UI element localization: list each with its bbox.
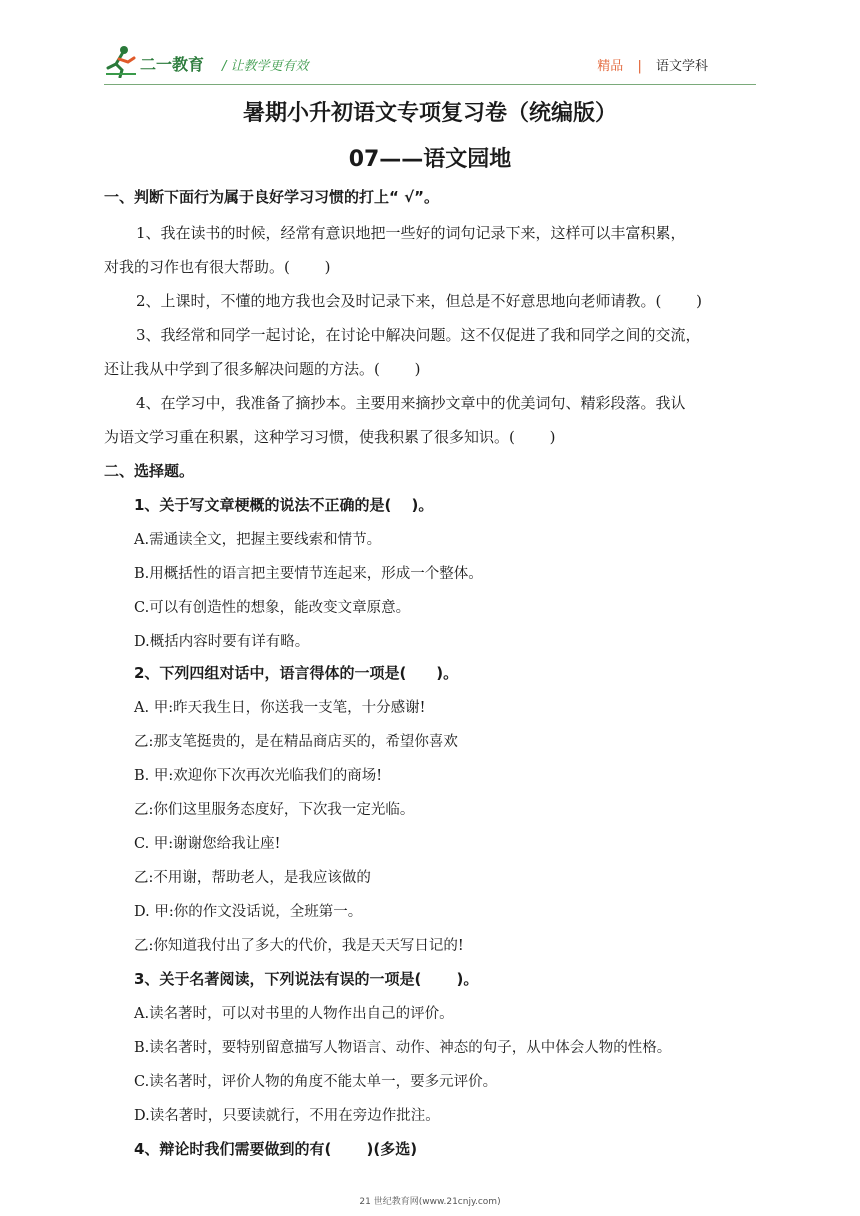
s2-q2-option-c-line-2: 乙:不用谢，帮助老人，是我应该做的 (134, 870, 371, 886)
header-right (597, 55, 708, 74)
s2-q2-option-a-line-2: 乙:那支笔挺贵的，是在精品商店买的，希望你喜欢 (134, 734, 458, 750)
s1-question-3-line-1: 3、我经常和同学一起讨论，在讨论中解决问题。这不仅促进了我和同学之间的交流， (136, 326, 701, 344)
s2-q2-option-a-line-1: A. 甲:昨天我生日，你送我一支笔，十分感谢! (134, 700, 426, 716)
s2-q1-option-d: D.概括内容时要有详有略。 (134, 634, 310, 650)
header-separator: | (637, 59, 642, 74)
s1-question-4-line-2: 为语文学习重在积累，这种学习习惯，使我积累了很多知识。( ) (104, 428, 556, 446)
s2-q3-option-b: B.读名著时，要特别留意描写人物语言、动作、神态的句子，从中体会人物的性格。 (134, 1040, 672, 1056)
slogan: / 让教学更有效 (222, 59, 309, 74)
section1-heading: 一、判断下面行为属于良好学习习惯的打上“ √”。 (104, 188, 439, 206)
logo (104, 44, 214, 78)
s2-question-2-stem: 2、下列四组对话中，语言得体的一项是( )。 (134, 664, 459, 682)
s2-q2-option-b-line-1: B. 甲:欢迎你下次再次光临我们的商场! (134, 768, 383, 784)
s2-q2-option-b-line-2: 乙:你们这里服务态度好，下次我一定光临。 (134, 802, 415, 818)
s2-q1-option-c: C.可以有创造性的想象，能改变文章原意。 (134, 600, 411, 616)
s2-q1-option-b: B.用概括性的语言把主要情节连起来，形成一个整体。 (134, 566, 483, 582)
s2-q3-option-a: A.读名著时，可以对书里的人物作出自己的评价。 (134, 1006, 454, 1022)
s1-question-1-line-1: 1、我在读书的时候，经常有意识地把一些好的词句记录下来，这样可以丰富积累， (136, 224, 686, 242)
s2-q3-option-d: D.读名著时，只要读就行，不用在旁边作批注。 (134, 1108, 440, 1124)
logo-text: 二一教育 (140, 55, 205, 74)
runner-logo-icon (104, 44, 138, 78)
page-header (0, 0, 860, 90)
section2-heading: 二、选择题。 (104, 462, 195, 480)
document-title: 暑期小升初语文专项复习卷（统编版） (242, 101, 617, 126)
s2-q3-option-c: C.读名著时，评价人物的角度不能太单一，要多元评价。 (134, 1074, 498, 1090)
s2-question-4-stem: 4、辩论时我们需要做到的有( )(多选) (134, 1140, 418, 1158)
header-divider (104, 84, 756, 85)
s1-question-2: 2、上课时，不懂的地方我也会及时记录下来，但总是不好意思地向老师请教。( ) (136, 292, 703, 310)
s1-question-4-line-1: 4、在学习中，我准备了摘抄本。主要用来摘抄文章中的优美词句、精彩段落。我认 (136, 394, 686, 412)
s2-q2-option-c-line-1: C. 甲:谢谢您给我让座! (134, 836, 281, 852)
s2-question-1-stem: 1、关于写文章梗概的说法不正确的是( )。 (134, 496, 434, 514)
document-subtitle: 07——语文园地 (348, 147, 512, 172)
subject-label: 语文学科 (655, 59, 708, 74)
s2-q2-option-d-line-1: D. 甲:你的作文没话说，全班第一。 (134, 904, 363, 920)
quality-label: 精品 (597, 59, 624, 74)
s2-question-3-stem: 3、关于名著阅读，下列说法有误的一项是( )。 (134, 970, 479, 988)
s1-question-1-line-2: 对我的习作也有很大帮助。( ) (104, 258, 331, 276)
s2-q2-option-d-line-2: 乙:你知道我付出了多大的代价，我是天天写日记的! (134, 938, 464, 954)
s1-question-3-line-2: 还让我从中学到了很多解决问题的方法。( ) (104, 360, 421, 378)
s2-q1-option-a: A.需通读全文，把握主要线索和情节。 (134, 532, 382, 548)
page-footer: 21 世纪教育网(www.21cnjy.com) (359, 1197, 501, 1207)
